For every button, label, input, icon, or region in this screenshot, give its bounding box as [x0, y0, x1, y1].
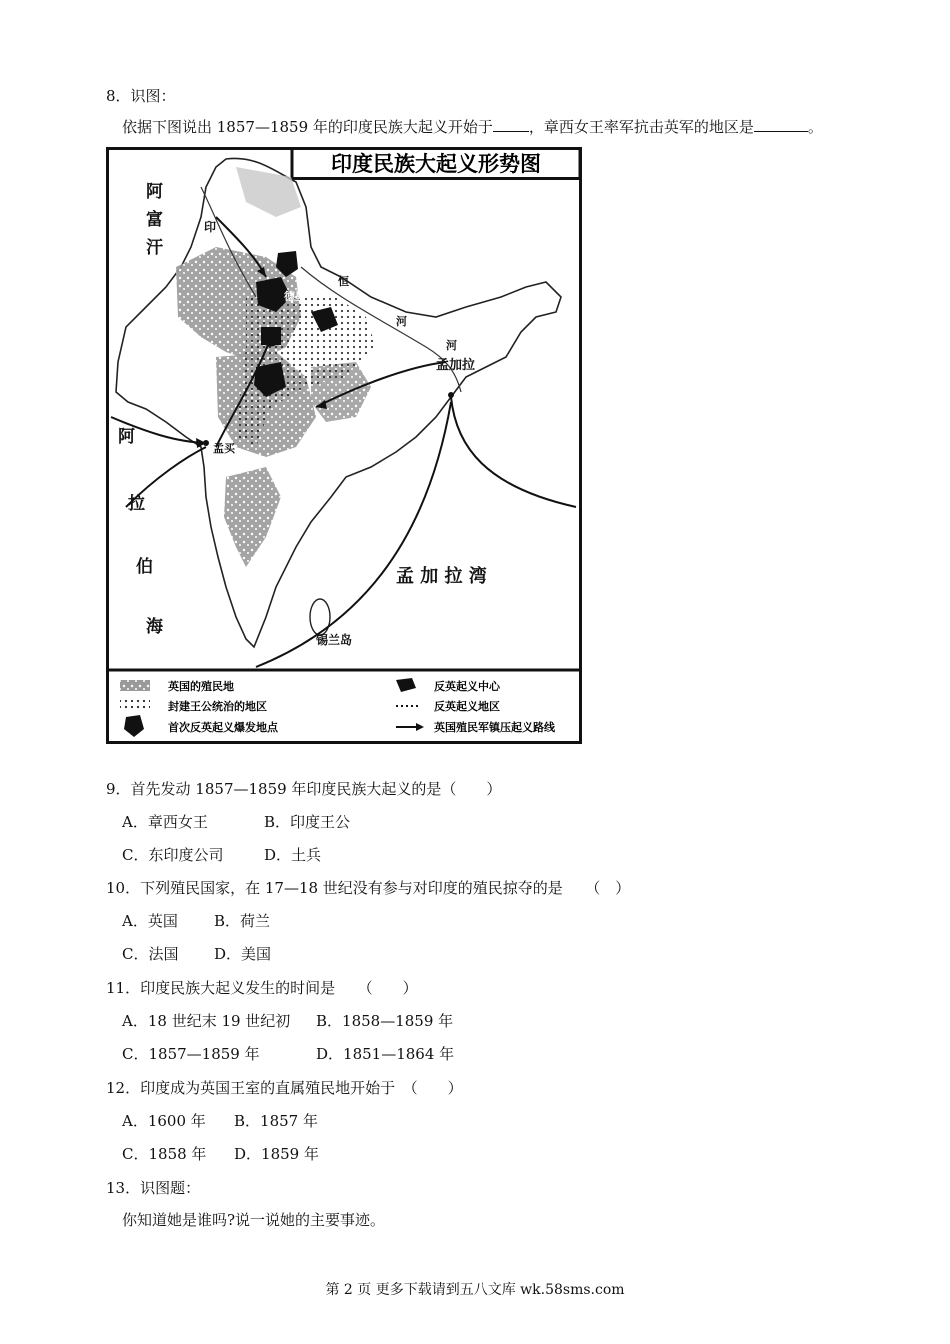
q8-prompt [122, 117, 823, 137]
legend-princely: 封建王公统治的地区 [168, 700, 267, 713]
label-ceylon: 锡兰岛 [316, 633, 353, 647]
label-arabian-sea-2: 拉 [128, 494, 145, 514]
q8-prompt-part-a: 依据下图说出 1857—1859 年的印度民族大起义开始于 [122, 118, 493, 136]
q9-option-d[interactable]: D．土兵 [264, 846, 322, 864]
label-arabian-sea-3: 伯 [136, 557, 153, 577]
legend-swatch-princely [120, 700, 150, 711]
q12-option-c[interactable]: C．1858 年 [122, 1145, 207, 1163]
legend-route: 英国殖民军镇压起义路线 [434, 721, 555, 734]
legend-swatch-colony [120, 680, 150, 691]
label-afghanistan-3: 汗 [146, 238, 163, 258]
label-bay-of-bengal: 孟 加 拉 湾 [396, 566, 487, 587]
label-ganges-2: 河 [396, 315, 407, 328]
q11-option-d[interactable]: D．1851—1864 年 [316, 1045, 455, 1063]
q11-stem: 11．印度民族大起义发生的时间是 （ ） [106, 979, 418, 997]
q8-title: 8．识图： [106, 87, 176, 105]
label-ganges-1: 恒 [338, 275, 349, 288]
q10-option-c[interactable]: C．法国 [122, 945, 179, 963]
legend-first-revolt: 首次反英起义爆发地点 [168, 721, 278, 734]
q10-option-b[interactable]: B．荷兰 [214, 912, 271, 930]
calcutta-marker [448, 392, 454, 398]
label-afghanistan-2: 富 [146, 210, 163, 230]
q8-prompt-part-c: 。 [807, 118, 823, 136]
q13-title: 13．识图题： [106, 1179, 201, 1197]
label-bengal: 孟加拉 [436, 358, 476, 373]
q12-stem: 12．印度成为英国王室的直属殖民地开始于 （ ） [106, 1079, 463, 1097]
q10-stem: 10．下列殖民国家，在 17—18 世纪没有参与对印度的殖民掠夺的是 （ ） [106, 879, 631, 897]
q9-stem: 9．首先发动 1857—1859 年印度民族大起义的是（ ） [106, 780, 502, 798]
label-arabian-sea-4: 海 [146, 617, 163, 637]
q11-option-a[interactable]: A．18 世纪末 19 世纪初 [122, 1012, 291, 1030]
q10-option-d[interactable]: D．美国 [214, 945, 272, 963]
ceylon-island [310, 599, 330, 635]
q8-prompt-part-b: ，章西女王率军抗击英军的地区是 [528, 118, 754, 136]
bombay-marker [203, 440, 209, 446]
q12-option-d[interactable]: D．1859 年 [234, 1145, 319, 1163]
label-arabian-sea-1: 阿 [118, 427, 135, 447]
label-afghanistan-1: 阿 [146, 182, 163, 202]
q8-answer-blank-1[interactable] [493, 117, 529, 132]
legend-colony: 英国的殖民地 [168, 680, 234, 693]
q12-option-b[interactable]: B．1857 年 [234, 1112, 318, 1130]
label-delhi: 德里 [284, 290, 306, 303]
map-title: 印度民族大起义形势图 [331, 152, 541, 176]
legend-area: 反英起义地区 [434, 700, 500, 713]
q13-prompt: 你知道她是谁吗?说一说她的主要事迹。 [122, 1211, 386, 1229]
q9-option-c[interactable]: C．东印度公司 [122, 846, 224, 864]
q10-option-a[interactable]: A．英国 [122, 912, 178, 930]
label-bombay: 孟买 [213, 442, 235, 455]
label-ganges-3: 河 [446, 339, 457, 352]
q8-answer-blank-2[interactable] [754, 117, 808, 132]
q11-option-b[interactable]: B．1858—1859 年 [316, 1012, 454, 1030]
label-indus: 印 [204, 220, 217, 234]
legend-center: 反英起义中心 [434, 680, 500, 693]
page-footer: 第 2 页 更多下载请到五八文库 wk.58sms.com [325, 1282, 625, 1298]
india-uprising-map [106, 147, 582, 744]
q9-option-a[interactable]: A．章西女王 [122, 813, 208, 831]
q9-option-b[interactable]: B．印度王公 [264, 813, 351, 831]
q11-option-c[interactable]: C．1857—1859 年 [122, 1045, 260, 1063]
q12-option-a[interactable]: A．1600 年 [122, 1112, 206, 1130]
